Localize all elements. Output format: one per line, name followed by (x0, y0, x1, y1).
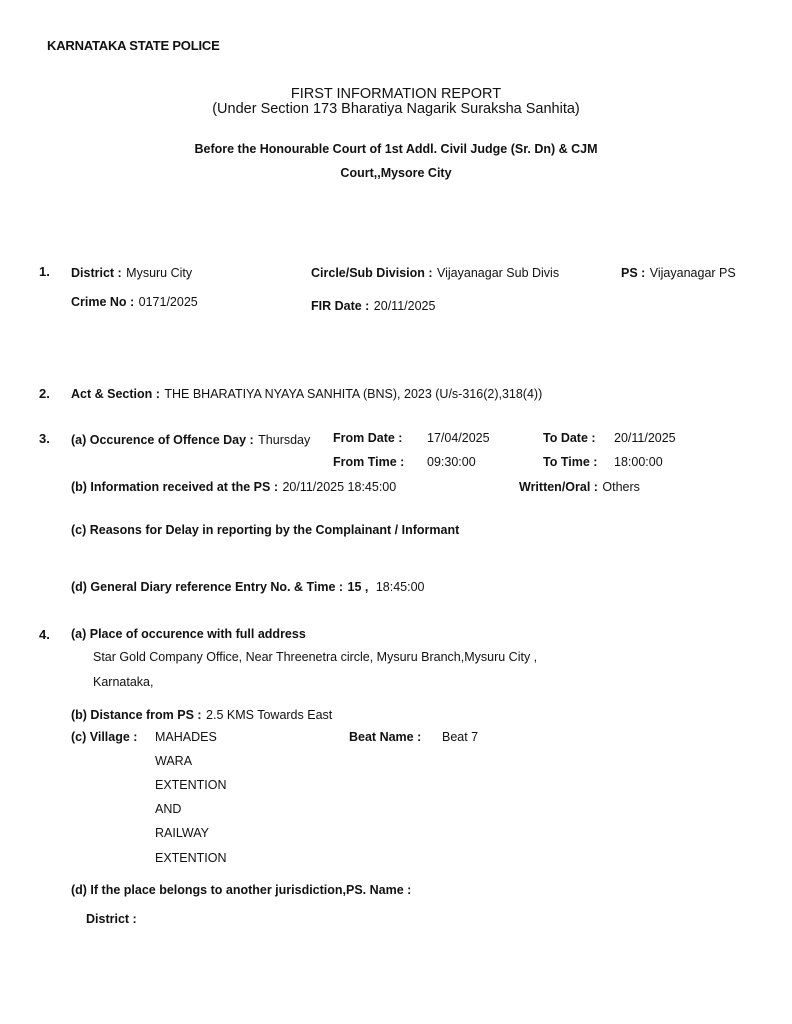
beat-name-value: Beat 7 (442, 730, 479, 744)
act-section-label: Act & Section : (71, 387, 160, 401)
village-line: EXTENTION (155, 778, 227, 792)
offence-day-value: Thursday (258, 433, 311, 447)
from-time-value: 09:30:00 (427, 455, 476, 469)
from-date-label: From Date : (333, 431, 403, 445)
village-label: (c) Village : (71, 730, 138, 744)
other-district-label: District : (86, 912, 137, 926)
other-jurisdiction-label: (d) If the place belongs to another jurisdiction,PS. Name : (71, 883, 412, 897)
crime-no-label: Crime No : (71, 295, 135, 309)
village-line: WARA (155, 754, 193, 768)
act-section-value: THE BHARATIYA NYAYA SANHITA (BNS), 2023 (U/s-316(2),318(4)) (164, 387, 543, 401)
court-line-2: Court,,Mysore City (340, 166, 452, 180)
fir-date-label: FIR Date : (311, 299, 370, 313)
info-received-field (71, 478, 396, 496)
written-oral-field (519, 478, 640, 496)
info-received-value: 20/11/2025 18:45:00 (282, 480, 397, 494)
organization-name: KARNATAKA STATE POLICE (47, 38, 220, 53)
village-line: RAILWAY (155, 826, 209, 840)
village-line: EXTENTION (155, 851, 227, 865)
general-diary-entry: 15 , (347, 580, 369, 594)
place-of-occurence-label: (a) Place of occurence with full address (71, 627, 306, 641)
report-subtitle: (Under Section 173 Bharatiya Nagarik Suraksha Sanhita) (212, 101, 580, 117)
to-date-value: 20/11/2025 (614, 431, 676, 445)
fir-date-value: 20/11/2025 (373, 299, 436, 313)
circle-label: Circle/Sub Division : (311, 266, 433, 280)
district-value: Mysuru City (126, 266, 193, 280)
delay-reasons-label: (c) Reasons for Delay in reporting by the Complainant / Informant (71, 523, 460, 537)
info-received-label: (b) Information received at the PS : (71, 480, 278, 494)
from-time-label: From Time : (333, 455, 405, 469)
section-2-number: 2. (39, 386, 50, 401)
distance-value: 2.5 KMS Towards East (206, 708, 333, 722)
ps-value: Vijayanagar PS (649, 266, 736, 280)
district-label: District : (71, 266, 122, 280)
circle-field (311, 264, 559, 282)
offence-day-field (71, 431, 310, 449)
report-title: FIRST INFORMATION REPORT (290, 86, 502, 102)
crime-no-field (71, 293, 198, 311)
to-time-value: 18:00:00 (614, 455, 663, 469)
ps-field (621, 264, 736, 282)
written-oral-value: Others (602, 480, 640, 494)
ps-label: PS : (621, 266, 646, 280)
section-1-number: 1. (39, 264, 50, 279)
circle-value: Vijayanagar Sub Divis (437, 266, 560, 280)
court-line-1: Before the Honourable Court of 1st Addl. Civil Judge (Sr. Dn) & CJM (194, 142, 598, 156)
offence-day-label: (a) Occurence of Offence Day : (71, 433, 254, 447)
from-date-value: 17/04/2025 (427, 431, 490, 445)
general-diary-label: (d) General Diary reference Entry No. & Time : (71, 580, 344, 594)
general-diary-field (71, 578, 425, 596)
act-section-field (71, 385, 542, 403)
to-time-label: To Time : (543, 455, 598, 469)
fir-date-field (311, 297, 435, 315)
beat-name-label: Beat Name : (349, 730, 422, 744)
distance-field (71, 706, 332, 724)
distance-label: (b) Distance from PS : (71, 708, 202, 722)
section-3-number: 3. (39, 431, 50, 446)
written-oral-label: Written/Oral : (519, 480, 598, 494)
to-date-label: To Date : (543, 431, 596, 445)
address-line-1: Star Gold Company Office, Near Threenetra circle, Mysuru Branch,Mysuru City , (93, 650, 538, 664)
village-line: AND (155, 802, 182, 816)
general-diary-time: 18:45:00 (375, 580, 425, 594)
section-4-number: 4. (39, 627, 50, 642)
address-line-2: Karnataka, (93, 675, 154, 689)
village-line: MAHADES (155, 730, 217, 744)
district-field (71, 264, 192, 282)
crime-no-value: 0171/2025 (138, 295, 198, 309)
